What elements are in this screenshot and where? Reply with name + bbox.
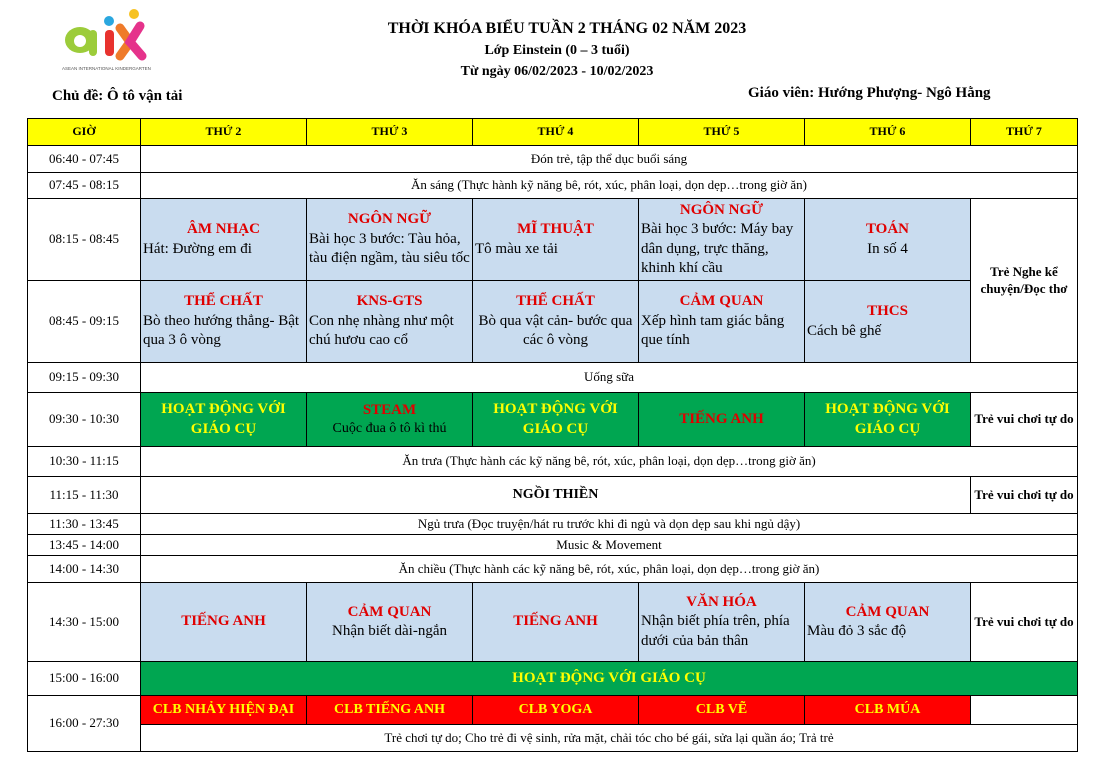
row-snack [28,556,1078,583]
subject-label: CẢM QUAN [845,603,930,620]
lesson-cell [307,583,473,662]
lesson-cell [141,583,307,662]
subject-label: TIẾNG ANH [181,613,266,630]
lesson-desc: Màu đỏ 3 sắc độ [807,623,907,639]
row-nap [28,514,1078,535]
lesson-desc: Nhận biết phía trên, phía dưới của bản thân [641,613,790,649]
time-cell: 08:45 - 09:15 [28,281,141,363]
subject-label: TOÁN [865,221,910,237]
time-cell: 10:30 - 11:15 [28,447,141,477]
lesson-cell [639,199,805,281]
lesson-cell [307,281,473,363]
col-header-wed: THỨ 4 [473,119,639,146]
subject-label: TIẾNG ANH [513,613,598,630]
row-lesson-1 [28,199,1078,281]
lesson-cell [141,199,307,281]
lesson-cell [639,583,805,662]
date-range: Từ ngày 06/02/2023 - 10/02/2023 [460,64,654,79]
lesson-desc: Bò qua vật cản- bước qua các ô vòng [478,312,633,349]
teacher-label: Giáo viên: Hướng Phượng- Ngô Hằng [748,85,991,101]
meditation-cell: NGỒI THIỀN [141,477,971,514]
club-cell: CLB YOGA [473,696,639,725]
saturday-free-cell: Trẻ vui chơi tự do [971,583,1078,662]
lesson-cell [307,199,473,281]
row-music [28,535,1078,556]
tools-cell: HOẠT ĐỘNG VỚI GIÁO CỤ [141,662,1078,696]
subject-label: NGÔN NGỮ [679,201,764,218]
lesson-desc: Tô màu xe tải [475,240,558,257]
lesson-desc: Cuộc đua ô tô kì thú [332,421,447,437]
time-cell: 08:15 - 08:45 [28,199,141,281]
subject-label: THỂ CHẤT [516,293,595,310]
time-cell: 09:15 - 09:30 [28,363,141,393]
col-header-mon: THỨ 2 [141,119,307,146]
lesson-desc: Hát: Đường em đi [143,240,252,257]
time-cell: 16:00 - 27:30 [28,696,141,752]
lesson-cell [639,281,805,363]
topic-label: Chủ đề: Ô tô vận tải [52,88,183,104]
activity-cell: HOẠT ĐỘNG VỚI GIÁO CỤ [473,393,639,447]
col-header-time: GIỜ [28,119,141,146]
time-cell: 11:15 - 11:30 [28,477,141,514]
time-cell: 15:00 - 16:00 [28,662,141,696]
col-header-thu: THỨ 5 [639,119,805,146]
subject-label: THCS [867,303,908,319]
lunch-cell: Ăn trưa (Thực hành các kỹ năng bê, rót, xúc, phân loại, dọn dẹp…trong giờ ăn) [141,447,1078,477]
lesson-desc: Bài học 3 bước: Máy bay dân dụng, trực thăng, khinh khí cầu [641,221,794,276]
milk-cell: Uống sữa [141,363,1078,393]
lesson-desc: In số 4 [867,240,908,257]
row-clubs [28,696,1078,725]
row-lesson-2 [28,281,1078,363]
subject-label: MĨ THUẬT [517,221,594,237]
club-cell: CLB VẼ [639,696,805,725]
row-lunch [28,447,1078,477]
logo-caption: ASEAN INTERNATIONAL KINDERGARTEN [62,66,151,71]
breakfast-cell: Ăn sáng (Thực hành kỹ năng bê, rót, xúc, phân loại, dọn dẹp…trong giờ ăn) [141,173,1078,199]
subject-label: STEAM [362,401,417,418]
music-cell: Music & Movement [141,535,1078,556]
club-cell: CLB TIẾNG ANH [307,696,473,725]
row-meditation [28,477,1078,514]
lesson-cell [805,583,971,662]
lesson-cell [141,281,307,363]
time-cell: 07:45 - 08:15 [28,173,141,199]
activity-cell: HOẠT ĐỘNG VỚI GIÁO CỤ [805,393,971,447]
lesson-cell [473,281,639,363]
club-cell: CLB MÚA [805,696,971,725]
lesson-desc: Bò theo hướng thẳng- Bật qua 3 ô vòng [143,312,300,349]
snack-cell: Ăn chiều (Thực hành các kỹ năng bê, rót, xúc, phân loại, dọn dẹp…trong giờ ăn) [141,556,1078,583]
subject-label: THỂ CHẤT [184,293,263,310]
lesson-desc: Bài học 3 bước: Tàu hỏa, tàu điện ngầm, tàu siêu tốc [309,230,470,267]
subject-label: VĂN HÓA [686,593,757,610]
nap-cell: Ngủ trưa (Đọc truyện/hát ru trước khi đi ngủ và dọn dẹp sau khi ngủ dậy) [141,514,1078,535]
col-header-fri: THỨ 6 [805,119,971,146]
lesson-cell [805,281,971,363]
row-activity [28,393,1078,447]
welcome-cell: Đón trẻ, tập thể dục buổi sáng [141,146,1078,173]
subject-label: KNS-GTS [356,293,423,310]
col-header-tue: THỨ 3 [307,119,473,146]
lesson-cell [473,583,639,662]
lesson-desc: Con nhẹ nhàng như một chú hươu cao cổ [309,312,454,349]
time-cell: 11:30 - 13:45 [28,514,141,535]
activity-cell [639,393,805,447]
header-row [28,119,1078,146]
saturday-free-cell: Trẻ vui chơi tự do [971,393,1078,447]
pickup-cell: Trẻ chơi tự do; Cho trẻ đi vệ sinh, rửa mặt, chải tóc cho bé gái, sửa lại quần áo; Trả trẻ [141,725,1078,752]
lesson-desc: Xếp hình tam giác bằng que tính [641,312,785,349]
time-cell: 13:45 - 14:00 [28,535,141,556]
row-tools [28,662,1078,696]
col-header-sat: THỨ 7 [971,119,1078,146]
club-cell: CLB NHẢY HIỆN ĐẠI [141,696,307,725]
empty-cell [971,696,1078,725]
lesson-desc: Cách bê ghế [807,322,882,339]
activity-cell [307,393,473,447]
row-breakfast [28,173,1078,199]
subject-label: ÂM NHẠC [187,221,260,237]
page-title: THỜI KHÓA BIỂU TUẦN 2 THÁNG 02 NĂM 2023 [387,20,747,37]
activity-cell: HOẠT ĐỘNG VỚI GIÁO CỤ [141,393,307,447]
lesson-cell [805,199,971,281]
row-welcome [28,146,1078,173]
subject-label: CẢM QUAN [679,293,764,310]
saturday-free-cell: Trẻ vui chơi tự do [971,477,1078,514]
saturday-story-cell: Trẻ Nghe kể chuyện/Đọc thơ [971,199,1078,363]
time-cell: 14:00 - 14:30 [28,556,141,583]
lesson-desc: Nhận biết dài-ngắn [332,623,447,639]
subject-label: TIẾNG ANH [679,410,764,427]
time-cell: 09:30 - 10:30 [28,393,141,447]
row-pickup [28,725,1078,752]
lesson-cell [473,199,639,281]
row-afternoon-lesson [28,583,1078,662]
class-name: Lớp Einstein (0 – 3 tuổi) [484,43,630,58]
subject-label: CẢM QUAN [347,603,432,620]
time-cell: 14:30 - 15:00 [28,583,141,662]
subject-label: NGÔN NGỮ [347,211,432,228]
row-milk [28,363,1078,393]
time-cell: 06:40 - 07:45 [28,146,141,173]
timetable [27,118,1078,752]
